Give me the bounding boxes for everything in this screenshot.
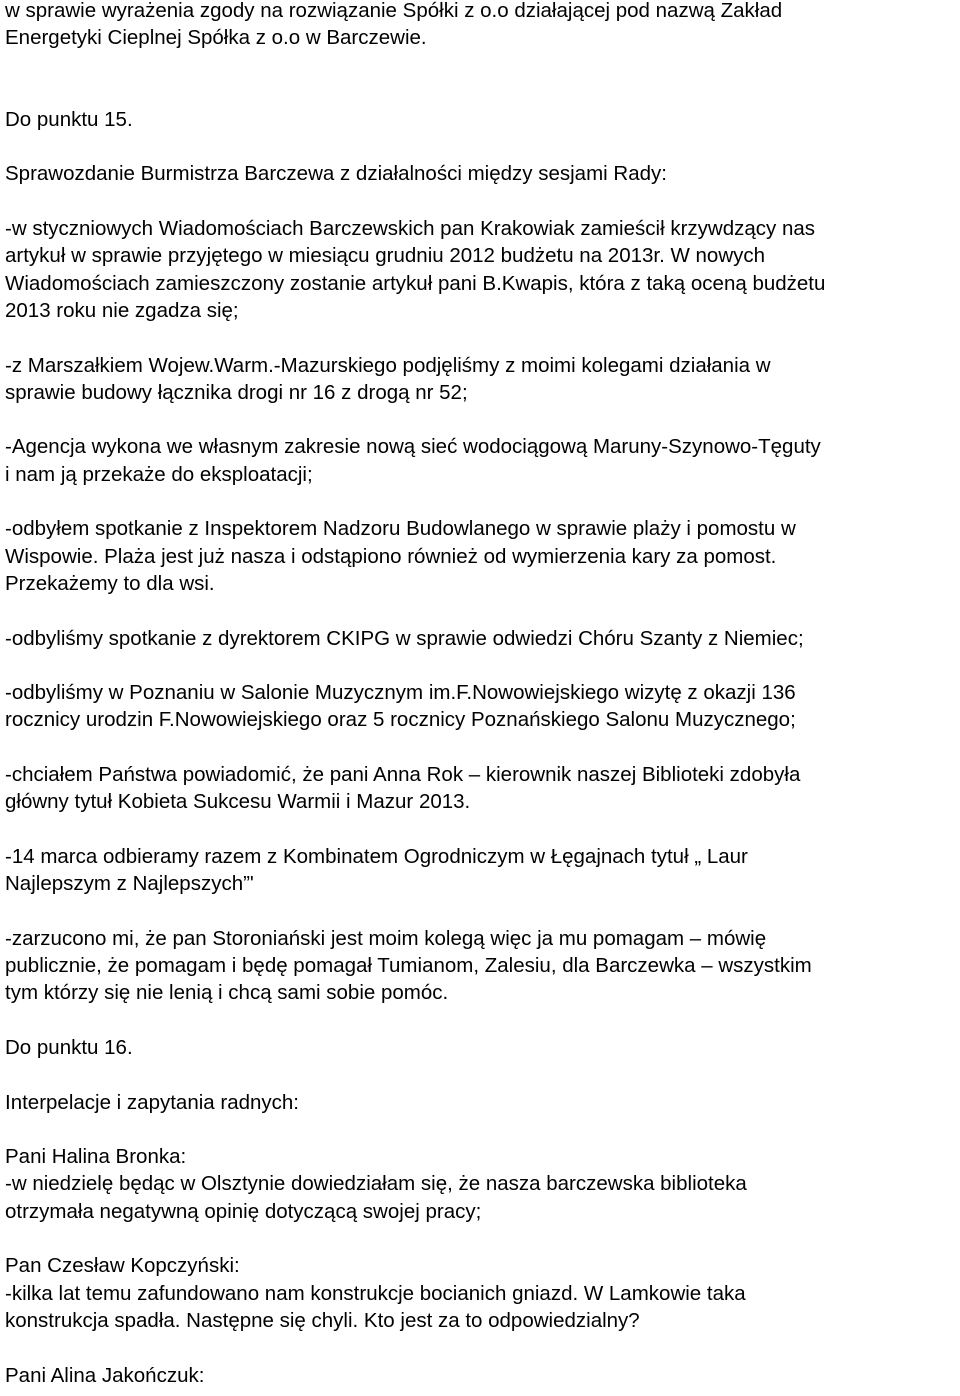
report-item-poznan bbox=[5, 679, 955, 734]
text-line: Przekażemy to dla wsi. bbox=[5, 571, 215, 595]
text-line: główny tytuł Kobieta Sukcesu Warmii i Mazur 2013. bbox=[5, 790, 471, 814]
text-line: Wispowie. Plaża jest już nasza i odstąpiono również od wymierzenia kary za pomost. bbox=[5, 544, 777, 568]
text-line: -w styczniowych Wiadomościach Barczewskich pan Krakowiak zamieścił krzywdzący nas bbox=[5, 217, 816, 241]
text-line: Wiadomościach zamieszczony zostanie artykuł pani B.Kwapis, która z taką oceną budżetu bbox=[5, 271, 826, 295]
text-line: -odbyłem spotkanie z Inspektorem Nadzoru Budowlanego w sprawie plaży i pomostu w bbox=[5, 517, 796, 541]
document-page bbox=[5, 0, 955, 1389]
report-item-water-network bbox=[5, 433, 955, 488]
speaker-name: Pani Halina Bronka: bbox=[5, 1145, 187, 1169]
text-line: -odbyliśmy spotkanie z dyrektorem CKIPG w sprawie odwiedzi Chóru Szanty z Niemiec; bbox=[5, 626, 804, 650]
text-line: publicznie, że pomagam i będę pomagał Tumianom, Zalesiu, dla Barczewka – wszystkim bbox=[5, 954, 812, 978]
text-line: -kilka lat temu zafundowano nam konstrukcje bocianich gniazd. W Lamkowie taka bbox=[5, 1281, 746, 1305]
speaker-name: Pani Alina Jakończuk: bbox=[5, 1363, 205, 1387]
report-item-library-award bbox=[5, 761, 955, 816]
text-line: -Agencja wykona we własnym zakresie nową sieć wodociągową Maruny-Szynowo-Tęguty bbox=[5, 435, 821, 459]
text-line: i nam ją przekaże do eksploatacji; bbox=[5, 462, 313, 486]
text-line: Najlepszym z Najlepszych”' bbox=[5, 872, 254, 896]
text-line: w sprawie wyrażenia zgody na rozwiązanie Spółki z o.o działającej pod nazwą Zakład bbox=[5, 0, 783, 22]
speaker-alina-jakonczuk bbox=[5, 1362, 955, 1389]
text-line: Do punktu 15. bbox=[5, 107, 133, 131]
text-line: sprawie budowy łącznika drogi nr 16 z drogą nr 52; bbox=[5, 380, 468, 404]
text-line: Do punktu 16. bbox=[5, 1035, 133, 1059]
text-line: Energetyki Cieplnej Spółka z o.o w Barczewie. bbox=[5, 26, 427, 50]
text-line: rocznicy urodzin F.Nowowiejskiego oraz 5 rocznicy Poznańskiego Salonu Muzycznego; bbox=[5, 708, 796, 732]
report-heading bbox=[5, 160, 955, 187]
speaker-name: Pan Czesław Kopczyński: bbox=[5, 1254, 240, 1278]
text-line: -14 marca odbieramy razem z Kombinatem Ogrodniczym w Łęgajnach tytuł „ Laur bbox=[5, 844, 748, 868]
text-line: tym którzy się nie lenią i chcą sami sobie pomóc. bbox=[5, 981, 449, 1005]
text-line: Interpelacje i zapytania radnych: bbox=[5, 1090, 300, 1114]
report-item-beach bbox=[5, 515, 955, 597]
text-line: -zarzucono mi, że pan Storoniański jest moim kolegą więc ja mu pomagam – mówię bbox=[5, 926, 767, 950]
text-line: -chciałem Państwa powiadomić, że pani Anna Rok – kierownik naszej Biblioteki zdobyła bbox=[5, 763, 801, 787]
report-item-accusation bbox=[5, 925, 955, 1007]
section-heading-point-15 bbox=[5, 106, 955, 133]
paragraph-resolution-end bbox=[5, 0, 955, 52]
text-line: artykuł w sprawie przyjętego w miesiącu grudniu 2012 budżetu na 2013r. W nowych bbox=[5, 244, 766, 268]
text-line: otrzymała negatywną opinię dotyczącą swojej pracy; bbox=[5, 1199, 482, 1223]
interpellations-heading bbox=[5, 1089, 955, 1116]
speaker-halina-bronka bbox=[5, 1143, 955, 1225]
report-item-choir bbox=[5, 625, 955, 652]
text-line: -z Marszałkiem Wojew.Warm.-Mazurskiego podjęliśmy z moimi kolegami działania w bbox=[5, 353, 771, 377]
text-line: -w niedzielę będąc w Olsztynie dowiedziałam się, że nasza barczewska biblioteka bbox=[5, 1172, 747, 1196]
report-item-laur bbox=[5, 843, 955, 898]
section-heading-point-16 bbox=[5, 1034, 955, 1061]
text-line: konstrukcja spadła. Następne się chyli. Kto jest za to odpowiedzialny? bbox=[5, 1308, 640, 1332]
report-item-articles bbox=[5, 215, 955, 324]
speaker-czeslaw-kopczynski bbox=[5, 1252, 955, 1334]
text-line: 2013 roku nie zgadza się; bbox=[5, 298, 239, 322]
text-line: Sprawozdanie Burmistrza Barczewa z działalności między sesjami Rady: bbox=[5, 162, 667, 186]
report-item-road bbox=[5, 352, 955, 407]
text-line: -odbyliśmy w Poznaniu w Salonie Muzycznym im.F.Nowowiejskiego wizytę z okazji 136 bbox=[5, 681, 796, 705]
